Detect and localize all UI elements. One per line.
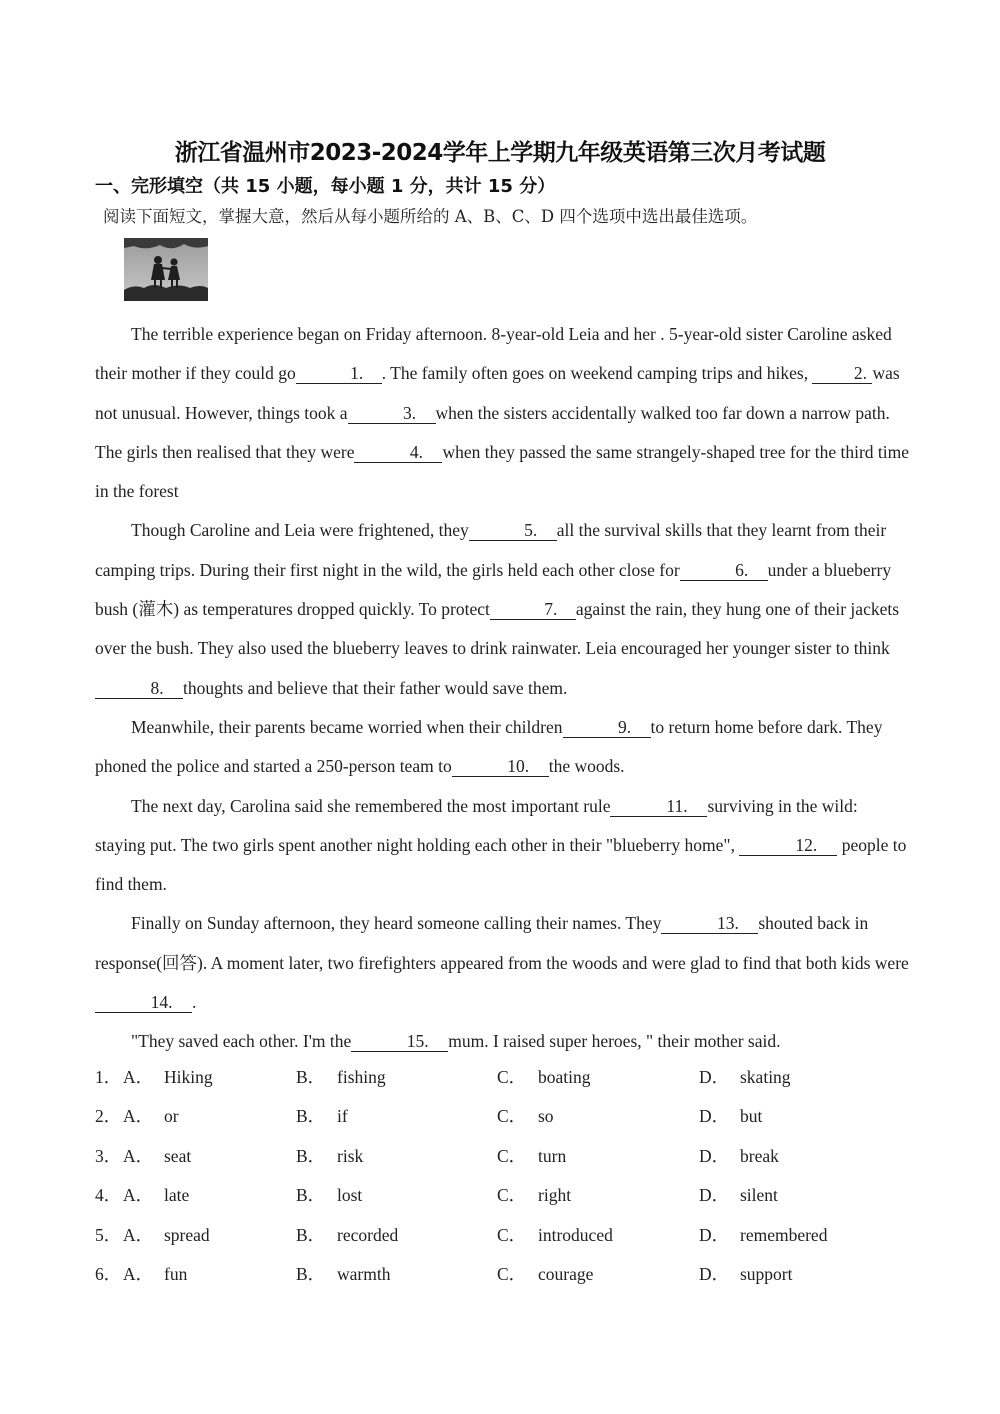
option-letter: D． [699, 1067, 730, 1087]
option-letter: C． [497, 1106, 527, 1127]
option-letter: B． [296, 1185, 326, 1206]
option-text: skating [740, 1067, 791, 1087]
question-options-row [95, 1058, 915, 1097]
option-letter: A． [123, 1145, 154, 1166]
option-text: spread [164, 1224, 210, 1245]
question-options-row [95, 1255, 915, 1294]
answer-blank: 12. [739, 835, 837, 856]
option-text: but [740, 1106, 763, 1127]
passage-paragraph [95, 315, 910, 511]
passage-text: under a blueberry bush (灌木) as temperatures dropped quickly. To protect [95, 559, 892, 620]
reading-passage [95, 315, 910, 1062]
passage-text: The next day, Carolina said she remembered the most important rule [131, 795, 611, 816]
passage-paragraph [95, 1022, 910, 1061]
answer-blank: 15. [351, 1031, 448, 1052]
option-text: lost [337, 1185, 363, 1206]
option-text: warmth [337, 1263, 391, 1284]
option-text: so [538, 1106, 554, 1127]
passage-text: was not unusual. However, things took a [95, 363, 900, 423]
passage-text: against the rain, they hung one of their jackets over the bush. They also used the blueberry leaves to drink rainwater. Leia encouraged her younger sister to think [95, 599, 900, 659]
option-text: right [538, 1185, 572, 1206]
passage-paragraph [95, 511, 910, 707]
silhouette-illustration [124, 238, 208, 301]
option-letter: C． [497, 1067, 527, 1087]
answer-blank: 3. [348, 403, 436, 424]
option-letter: B． [296, 1224, 326, 1245]
option-text: recorded [337, 1224, 399, 1245]
option-text: remembered [740, 1224, 828, 1245]
answer-options [95, 1058, 915, 1294]
option-text: if [337, 1106, 348, 1127]
option-text: Hiking [164, 1067, 213, 1087]
passage-paragraph [95, 787, 910, 905]
passage-text: surviving in the wild: staying put. The two girls spent another night holding each other in their "blueberry home", [95, 795, 858, 855]
passage-text: . The family often goes on weekend camping trips and hikes, [381, 363, 813, 384]
option-letter: A． [123, 1224, 154, 1245]
question-options-row [95, 1216, 915, 1255]
option-text: boating [538, 1067, 591, 1087]
question-options-row [95, 1176, 915, 1215]
option-letter: B． [296, 1067, 326, 1087]
option-letter: A． [123, 1185, 154, 1206]
question-number: 5． [95, 1224, 122, 1245]
option-text: late [164, 1185, 190, 1206]
answer-blank: 4. [354, 442, 442, 463]
passage-text: shouted back in response(回答). A moment later, two firefighters appeared from the woods and were glad to find that both kids were [95, 913, 909, 973]
page-title: 浙江省温州市2023-2024学年上学期九年级英语第三次月考试题 [174, 140, 826, 166]
option-text: support [740, 1263, 793, 1284]
passage-text: all the survival skills that they learnt from their camping trips. During their first night in the wild, the girls held each other close for [95, 520, 887, 580]
passage-text: The terrible experience began on Friday afternoon. 8-year-old Leia and her . 5-year-old sister Caroline asked their mother if they could go [95, 324, 892, 384]
answer-blank: 13. [661, 913, 758, 934]
option-letter: C． [497, 1185, 527, 1206]
passage-text: mum. I raised super heroes, " their mother said. [448, 1031, 781, 1052]
passage-text: thoughts and believe that their father would save them. [183, 677, 568, 698]
question-options-row [95, 1137, 915, 1176]
answer-blank: 6. [680, 560, 768, 581]
passage-text: people to find them. [95, 834, 907, 895]
question-options-row [95, 1097, 915, 1136]
option-letter: D． [699, 1145, 730, 1166]
option-letter: C． [497, 1224, 527, 1245]
option-text: fun [164, 1263, 188, 1284]
option-text: fishing [337, 1067, 386, 1087]
answer-blank: 11. [610, 796, 707, 817]
answer-blank: 10. [452, 756, 549, 777]
answer-blank: 9. [563, 717, 651, 738]
passage-text: . [192, 992, 197, 1013]
answer-blank: 5. [469, 520, 557, 541]
question-number: 1． [95, 1067, 122, 1087]
option-text: risk [337, 1145, 364, 1166]
answer-blank: 7. [490, 599, 576, 620]
option-text: seat [164, 1145, 192, 1166]
option-letter: A． [123, 1263, 154, 1284]
option-text: silent [740, 1185, 778, 1206]
option-text: or [164, 1106, 179, 1127]
option-text: introduced [538, 1224, 613, 1245]
option-letter: A． [123, 1106, 154, 1127]
passage-text: Though Caroline and Leia were frightened, they [131, 520, 469, 541]
option-letter: C． [497, 1263, 527, 1284]
option-text: turn [538, 1145, 567, 1166]
question-number: 3． [95, 1145, 122, 1166]
passage-text: Finally on Sunday afternoon, they heard someone calling their names. They [131, 913, 662, 934]
option-letter: C． [497, 1145, 527, 1166]
question-number: 2． [95, 1106, 122, 1127]
option-letter: D． [699, 1185, 730, 1206]
passage-text: the woods. [548, 756, 625, 777]
option-letter: A． [123, 1067, 154, 1087]
option-letter: D． [699, 1106, 730, 1127]
answer-blank: 8. [95, 678, 183, 699]
passage-text: when they passed the same strangely-shaped tree for the third time in the forest [95, 441, 909, 502]
option-letter: D． [699, 1224, 730, 1245]
passage-paragraph [95, 904, 910, 1022]
passage-text: to return home before dark. They phoned the police and started a 250-person team to [95, 716, 883, 777]
question-number: 6． [95, 1263, 122, 1284]
passage-text: when the sisters accidentally walked too far down a narrow path. The girls then realised that they were [95, 402, 890, 462]
option-letter: D． [699, 1263, 730, 1284]
passage-text: Meanwhile, their parents became worried when their children [131, 716, 563, 737]
option-letter: B． [296, 1145, 326, 1166]
option-text: break [740, 1145, 779, 1166]
answer-blank: 1. [296, 363, 382, 384]
option-letter: B． [296, 1263, 326, 1284]
passage-text: "They saved each other. I'm the [131, 1031, 352, 1052]
option-text: courage [538, 1263, 594, 1284]
option-letter: B． [296, 1106, 326, 1127]
answer-blank: 2. [812, 363, 872, 384]
answer-blank: 14. [95, 992, 192, 1013]
section-heading: 一、完形填空（共 15 小题，每小题 1 分，共计 15 分） [95, 176, 556, 197]
instruction-text: 阅读下面短文，掌握大意，然后从每小题所给的 A、B、C、D 四个选项中选出最佳选项。 [103, 207, 758, 226]
passage-paragraph [95, 708, 910, 787]
question-number: 4． [95, 1185, 122, 1206]
